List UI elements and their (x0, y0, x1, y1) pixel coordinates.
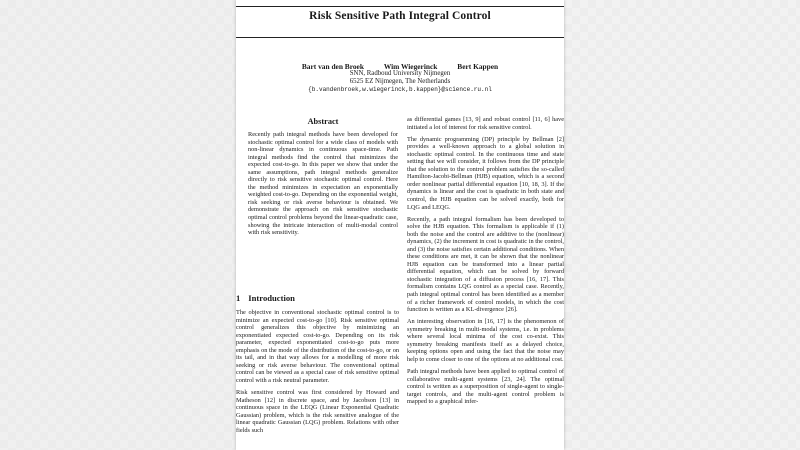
title-rule-bottom (236, 37, 564, 38)
paragraph: Recently, a path integral formalism has been developed to solve the HJB equation. This formalism is applicable if (1) both the noise and the control are additive to the (nonlinear) dynamics, (2) the increment in cost is quadratic in the control, and (3) the noise satisfies certain additional conditions. When these conditions are met, it can be shown that the nonlinear HJB equation can be transformed into a linear partial differential equation, which can be solved by forward stochastic integration of a diffusion process [16, 17]. This formalism contains LQG control as a special case. Recently, path integral optimal control has been identified as a member of a richer framework of control models, in which the cost function is written as a KL-divergence [26]. (407, 215, 564, 314)
paper-title: Risk Sensitive Path Integral Control (309, 10, 491, 22)
section-number: 1 (236, 293, 241, 303)
title-rule-top (236, 6, 564, 7)
affiliation-line: SNN, Radboud University Nijmegen (349, 70, 451, 77)
abstract-heading: Abstract (307, 117, 339, 126)
paragraph: The dynamic programming (DP) principle by Bellman [2] provides a well-known approach to a global solution in stochastic optimal control. In the continuous time and state setting that we will consider, it follows from the DP principle that the solution to the control problem satisfies the so-called Hamilton-Jacobi-Bellman (HJB) equation, which is a second order nonlinear partial differential equation [10, 18, 3]. If the dynamics is linear and the cost is quadratic in both state and control, the HJB equation can be solved exactly, both for LQG and LEQG. (407, 135, 564, 211)
author-name: Bert Kappen (457, 62, 499, 71)
paragraph: as differential games [13, 9] and robust control [11, 6] have initiated a lot of interest for risk sensitive control. (407, 116, 564, 131)
address-line: 6525 EZ Nijmegen, The Netherlands (349, 78, 451, 85)
author-name: Wim Wiegerinck (383, 62, 438, 71)
viewer-background-right (564, 0, 800, 450)
pdf-page[interactable] (236, 0, 564, 450)
section-title: Introduction (248, 293, 295, 303)
section-heading (236, 293, 295, 303)
viewer-background-left (0, 0, 236, 450)
author-name: Bart van den Broek (301, 62, 364, 71)
paragraph: Risk sensitive control was first considered by Howard and Matheson [12] in discrete space, and by Jacobson [13] in continuous space in the LEQG (Linear Exponential Quadratic Gaussian) problem, which is the risk sensitive analogue of the linear quadratic Gaussian (LQG) problem. Relations with other fields such (236, 388, 399, 434)
paragraph: An interesting observation in [16, 17] is the phenomenon of symmetry breaking in multi-modal systems, i.e. in problems where several local minima of the cost co-exist. This symmetry breaking manifests itself as a delayed choice, keeping options open and using the fact that the noise may help to come closer to one of the options at no additional cost. (407, 318, 564, 363)
paragraph: The objective in conventional stochastic optimal control is to minimize an expected cost-to-go [10]. Risk sensitive optimal control generalizes this objective by minimizing an exponentiated expected cost-to-go. Depending on its risk parameter, expected exponentiated cost-to-go puts more emphasis on the mode of the distribution of the cost-to-go, or on its tail, and in that way allows for a modelling of more risk seeking or risk averse behaviour. The conventional optimal control can be viewed as a special case of risk sensitive optimal control with a risk neutral parameter. (236, 309, 399, 384)
author-emails: {b.vandenbroek,w.wiegerinck,b.kappen}@science.ru.nl (308, 86, 492, 93)
abstract-text: Recently path integral methods have been developed for stochastic optimal control for a wide class of models with non-linear dynamics in continuous space-time. Path integral methods find the control that minimizes the expected cost-to-go. In this paper we show that under the same assumptions, path integral methods generalize directly to risk sensitive stochastic optimal control. Here the method minimizes in expectation an exponentially weighted cost-to-go. Depending on the exponential weight, risk seeking or risk averse behaviour is obtained. We demonstrate the approach on risk sensitive stochastic optimal control problems beyond the linear-quadratic case, showing the intricate interaction of multi-modal control with risk sensitivity. (248, 131, 398, 237)
right-column (407, 116, 564, 410)
paragraph: Path integral methods have been applied to optimal control of collaborative multi-agent systems [23, 24]. The optimal control is written as a superposition of single-agent to single-target controls, and the multi-agent control problem is mapped to a graphical infer- (407, 367, 564, 406)
introduction-body (236, 309, 399, 439)
abstract-body (248, 131, 398, 241)
